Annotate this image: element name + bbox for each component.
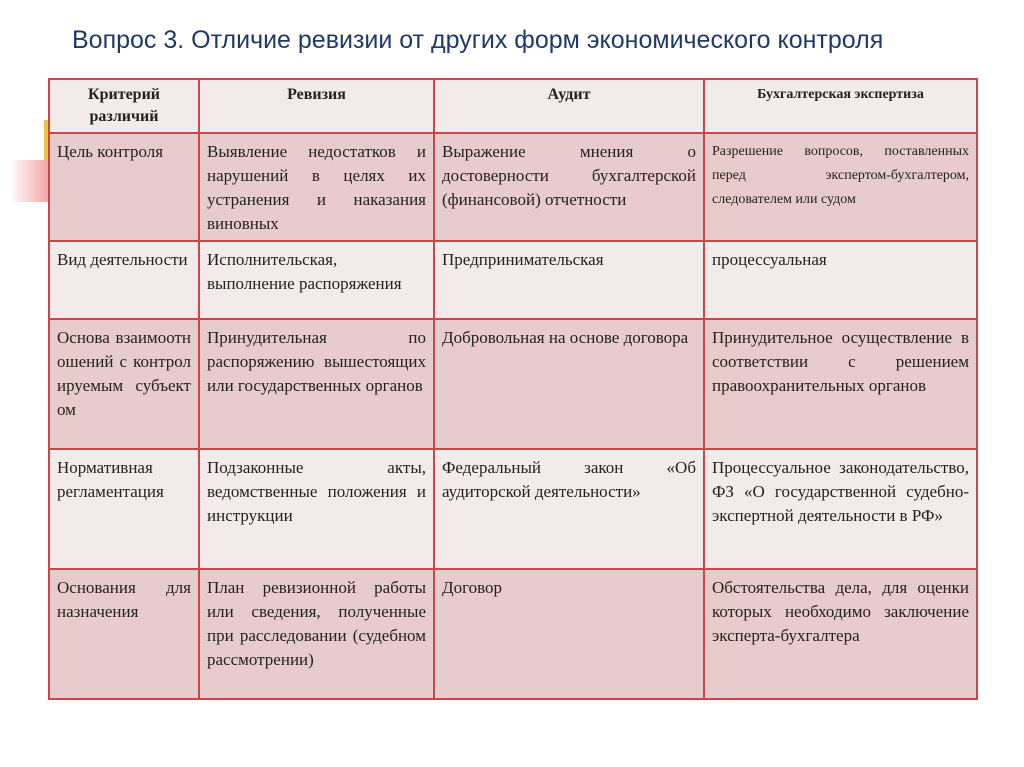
cell-revision: План ревизионной работы или сведения, полученные при расследовании (судебном рассмотрении): [199, 569, 434, 699]
cell-audit: Договор: [434, 569, 704, 699]
table-row: [49, 449, 977, 569]
table-row: [49, 319, 977, 449]
table-header-row: [49, 79, 977, 133]
cell-expertise: Обстоятельства дела, для оценки которых необходимо заключение эксперта-бухгалтера: [704, 569, 977, 699]
header-criterion: Критерий различий: [49, 79, 199, 133]
cell-expertise: Принудительное осуществление в соответствии с решением правоохранительных органов: [704, 319, 977, 449]
row-criterion: Основа взаимоотношений с контролируемым субъектом: [49, 319, 199, 449]
cell-audit: Предпринимательская: [434, 241, 704, 319]
table-row: [49, 569, 977, 699]
table-row: [49, 133, 977, 241]
cell-expertise: Процессуальное законодательство, ФЗ «О государственной судебно-экспертной деятельности в РФ»: [704, 449, 977, 569]
header-revision: Ревизия: [199, 79, 434, 133]
cell-revision: Исполнительская, выполнение распоряжения: [199, 241, 434, 319]
slide-title: Вопрос 3. Отличие ревизии от других форм экономического контроля: [72, 26, 884, 54]
cell-audit: Федеральный закон «Об аудиторской деятельности»: [434, 449, 704, 569]
cell-revision: Выявление недостатков и нарушений в целях их устранения и наказания виновных: [199, 133, 434, 241]
cell-expertise: Разрешение вопросов, поставленных перед экспертом-бухгалтером, следователем или судом: [704, 133, 977, 241]
header-expertise: Бухгалтерская экспертиза: [704, 79, 977, 133]
cell-audit: Добровольная на основе договора: [434, 319, 704, 449]
comparison-table: [48, 78, 978, 700]
decorative-red-gradient: [10, 160, 52, 202]
row-criterion: Цель контроля: [49, 133, 199, 241]
row-criterion: Основания для назначения: [49, 569, 199, 699]
cell-audit: Выражение мнения о достоверности бухгалтерской (финансовой) отчетности: [434, 133, 704, 241]
cell-expertise: процессуальная: [704, 241, 977, 319]
table-row: [49, 241, 977, 319]
header-audit: Аудит: [434, 79, 704, 133]
row-criterion: Вид деятельности: [49, 241, 199, 319]
cell-revision: Подзаконные акты, ведомственные положения и инструкции: [199, 449, 434, 569]
cell-revision: Принудительная по распоряжению вышестоящих или государственных органов: [199, 319, 434, 449]
row-criterion: Нормативная регламентация: [49, 449, 199, 569]
